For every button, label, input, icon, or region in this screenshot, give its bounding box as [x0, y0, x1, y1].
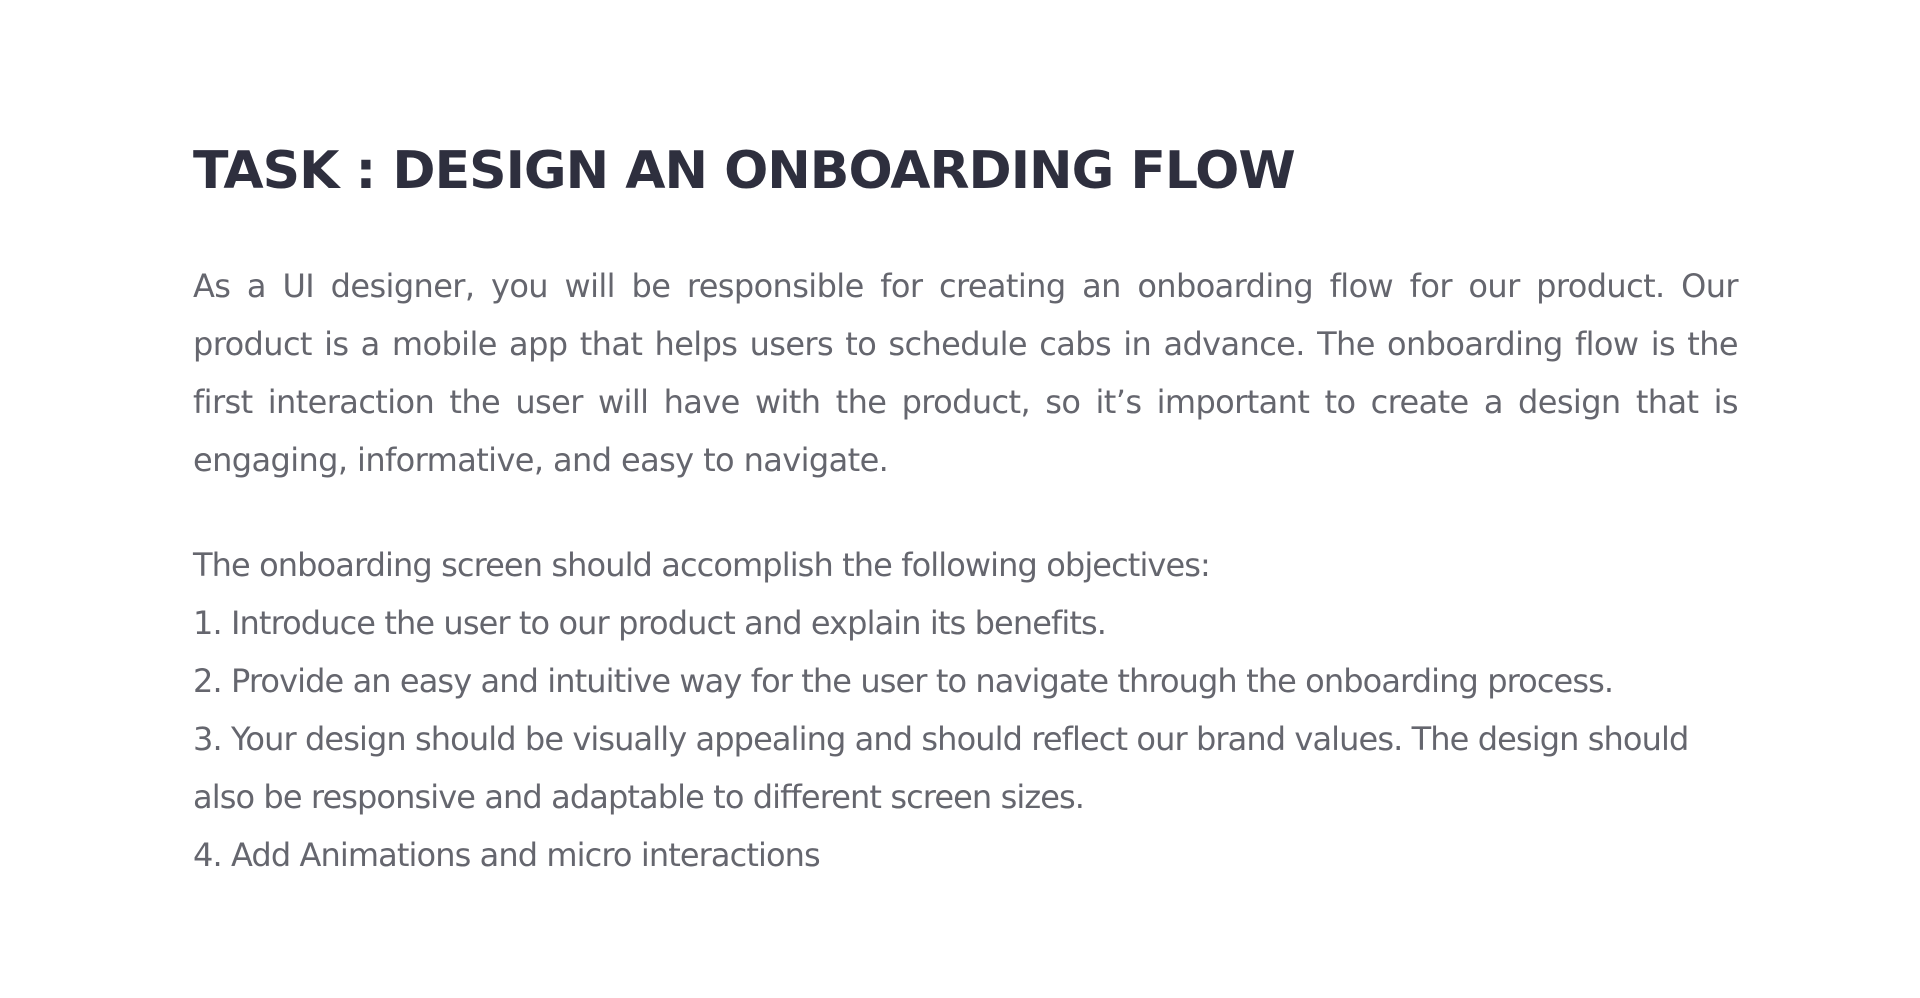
objectives-section — [193, 536, 1738, 884]
task-document — [193, 135, 1738, 884]
objective-item: 4. Add Animations and micro interactions — [193, 836, 820, 874]
intro-paragraph: As a UI designer, you will be responsible for creating an onboarding flow for our product. Our product is a mobile app that helps users to schedule cabs in advance. The onboarding flow is the first interaction the user will have with the product, so it’s important to create a design that is engaging, informative, and easy to navigate. — [193, 267, 1738, 479]
objective-item: 3. Your design should be visually appealing and should reflect our brand values. The design should also be responsive and adaptable to different screen sizes. — [193, 720, 1689, 816]
objective-item: 1. Introduce the user to our product and explain its benefits. — [193, 604, 1107, 642]
objective-item: 2. Provide an easy and intuitive way for the user to navigate through the onboarding process. — [193, 662, 1614, 700]
objectives-heading: The onboarding screen should accomplish the following objectives: — [193, 546, 1210, 584]
page-title: TASK : DESIGN AN ONBOARDING FLOW — [193, 141, 1295, 201]
